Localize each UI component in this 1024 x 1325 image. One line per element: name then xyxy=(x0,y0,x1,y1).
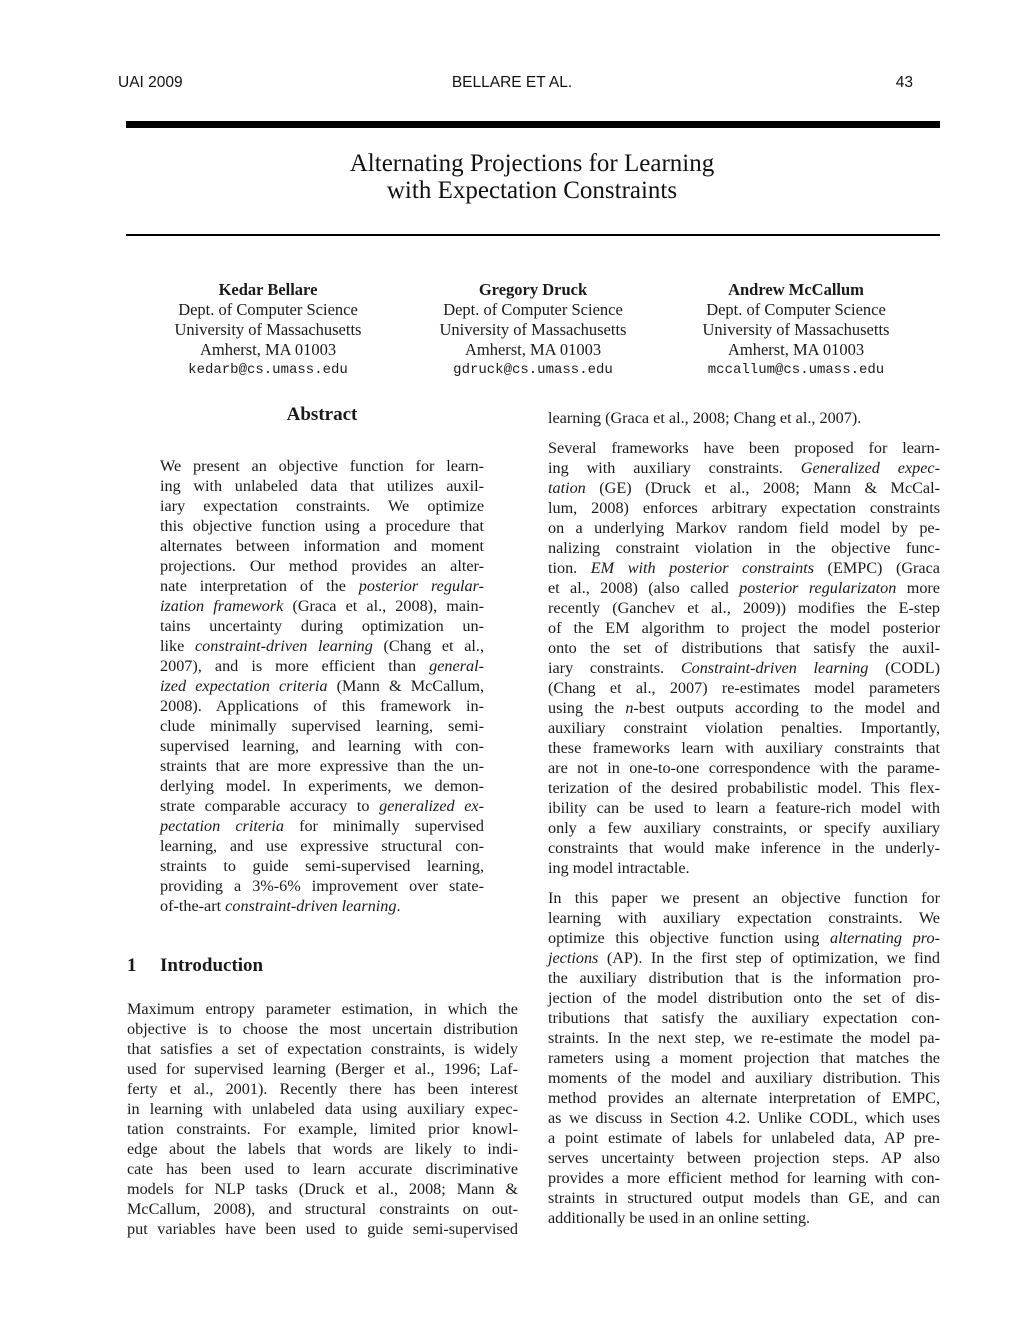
section-heading-introduction xyxy=(127,955,263,977)
text-line: tion. EM with posterior constraints (EMPC) (Graca xyxy=(548,559,940,577)
text-line: McCallum, 2008), and structural constraints on out- xyxy=(127,1200,518,1218)
section-number: 1 xyxy=(127,955,137,976)
text-line: cate has been used to learn accurate discriminative xyxy=(127,1160,518,1178)
author-2 xyxy=(383,280,683,380)
text-line: as we discuss in Section 4.2. Unlike CODL, which uses xyxy=(548,1109,940,1127)
text-line: auxiliary constraint violation penalties. Importantly, xyxy=(548,719,940,737)
text-line: iary constraints. Constraint-driven learning (CODL) xyxy=(548,659,940,677)
author-dept: Dept. of Computer Science xyxy=(706,300,886,319)
author-name: Andrew McCallum xyxy=(728,280,864,299)
text-line: Several frameworks have been proposed for learn- xyxy=(548,439,940,457)
text-line: ing with auxiliary constraints. Generalized expec- xyxy=(548,459,941,477)
title-rule-bottom xyxy=(126,234,940,236)
text-line: objective is to choose the most uncertain distribution xyxy=(127,1020,518,1038)
text-line: tains uncertainty during optimization un- xyxy=(160,617,484,635)
text-line: models for NLP tasks (Druck et al., 2008; Mann & xyxy=(127,1180,518,1198)
text-line: put variables have been used to guide semi-supervised xyxy=(127,1220,518,1238)
title-line-1: Alternating Projections for Learning xyxy=(349,150,715,177)
author-dept: Dept. of Computer Science xyxy=(178,300,358,319)
text-line: straints. In the next step, we re-estimate the model pa- xyxy=(548,1029,940,1047)
text-line: this objective function using a procedure that xyxy=(160,517,484,535)
text-line: tation (GE) (Druck et al., 2008; Mann & McCal- xyxy=(548,479,940,497)
text-line: alternates between information and moment xyxy=(160,537,484,555)
running-authors: BELLARE ET AL. xyxy=(451,74,573,91)
title-rule-top xyxy=(126,121,940,128)
text-line: a point estimate of labels for unlabeled data, AP pre- xyxy=(548,1129,940,1147)
text-line: tation constraints. For example, limited prior knowl- xyxy=(127,1120,518,1138)
paper-title xyxy=(0,150,1024,204)
page-number: 43 xyxy=(895,74,913,91)
text-line: straints to guide semi-supervised learning, xyxy=(160,857,484,875)
text-line: terization of the desired probabilistic model. This flex- xyxy=(548,779,940,797)
text-line: optimize this objective function using alternating pro- xyxy=(548,929,940,947)
text-line: on a underlying Markov random field model by pe- xyxy=(548,519,940,537)
author-email[interactable]: kedarb@cs.umass.edu xyxy=(188,362,348,378)
text-line: learning (Graca et al., 2008; Chang et al., 2007). xyxy=(548,409,862,427)
text-line: ing with unlabeled data that utilizes auxil- xyxy=(160,477,484,495)
text-line: iary expectation constraints. We optimize xyxy=(160,497,484,515)
text-line: lum, 2008) enforces arbitrary expectation constraints xyxy=(548,499,940,517)
text-line: 2007), and is more efficient than general- xyxy=(160,657,484,675)
text-line: are not in one-to-one correspondence with the parame- xyxy=(548,759,940,777)
text-line: ized expectation criteria (Mann & McCallum, xyxy=(160,677,484,695)
section-title: Introduction xyxy=(160,955,264,976)
text-line: tributions that satisfy the auxiliary expectation con- xyxy=(548,1009,940,1027)
text-line: et al., 2008) (also called posterior regularizaton more xyxy=(548,579,940,597)
abstract-heading: Abstract xyxy=(286,404,358,425)
author-name: Gregory Druck xyxy=(478,280,588,299)
text-line: ization framework (Graca et al., 2008), main- xyxy=(160,597,484,615)
text-line: of the EM algorithm to project the model posterior xyxy=(548,619,940,637)
text-line: (Chang et al., 2007) re-estimates model parameters xyxy=(548,679,940,697)
text-line: the auxiliary distribution that is the information pro- xyxy=(548,969,940,987)
text-line: ing model intractable. xyxy=(548,859,690,877)
author-email[interactable]: gdruck@cs.umass.edu xyxy=(453,362,613,378)
text-line: method provides an alternate interpretation of EMPC, xyxy=(548,1089,940,1107)
text-line: clude minimally supervised learning, semi- xyxy=(160,717,484,735)
text-line: straints that are more expressive than the un- xyxy=(160,757,484,775)
author-dept: Dept. of Computer Science xyxy=(443,300,623,319)
text-line: edge about the labels that words are likely to indi- xyxy=(127,1140,518,1158)
text-line: 2008). Applications of this framework in- xyxy=(160,697,484,715)
author-university: University of Massachusetts xyxy=(174,320,362,339)
text-line: in learning with unlabeled data using auxiliary expec- xyxy=(127,1100,518,1118)
text-line: moments of the model and auxiliary distribution. This xyxy=(548,1069,940,1087)
text-line: strate comparable accuracy to generalized ex- xyxy=(160,797,484,815)
text-line: jection of the model distribution onto the set of dis- xyxy=(548,989,940,1007)
text-line: We present an objective function for learn- xyxy=(160,457,484,475)
text-line: of-the-art constraint-driven learning. xyxy=(160,897,401,915)
text-line: nalizing constraint violation in the objective func- xyxy=(548,539,940,557)
text-line: ferty et al., 2001). Recently there has been interest xyxy=(127,1080,518,1098)
author-university: University of Massachusetts xyxy=(439,320,627,339)
author-address: Amherst, MA 01003 xyxy=(464,340,602,359)
text-line: recently (Ganchev et al., 2009)) modifies the E-step xyxy=(548,599,940,617)
author-name: Kedar Bellare xyxy=(218,280,318,299)
title-line-2: with Expectation Constraints xyxy=(386,177,678,204)
text-line: straints in structured output models than GE, and can xyxy=(548,1189,940,1207)
text-line: that satisfies a set of expectation constraints, is widely xyxy=(127,1040,518,1058)
text-line: nate interpretation of the posterior regular- xyxy=(160,577,485,595)
text-line: only a few auxiliary constraints, or specify auxiliary xyxy=(548,819,940,837)
text-line: constraints that would make inference in the underly- xyxy=(548,839,940,857)
author-3 xyxy=(646,280,946,380)
text-line: projections. Our method provides an alter- xyxy=(160,557,484,575)
author-address: Amherst, MA 01003 xyxy=(199,340,337,359)
author-address: Amherst, MA 01003 xyxy=(727,340,865,359)
author-university: University of Massachusetts xyxy=(702,320,890,339)
text-line: rameters using a moment projection that matches the xyxy=(548,1049,940,1067)
text-line: Maximum entropy parameter estimation, in which the xyxy=(127,1000,518,1018)
text-line: ibility can be used to learn a feature-rich model with xyxy=(548,799,940,817)
text-line: onto the set of distributions that satisfy the auxil- xyxy=(548,639,940,657)
text-line: In this paper we present an objective function for xyxy=(548,889,940,907)
text-line: provides a more efficient method for learning with con- xyxy=(548,1169,940,1187)
text-line: additionally be used in an online setting. xyxy=(548,1209,811,1227)
text-line: jections (AP). In the first step of optimization, we find xyxy=(548,949,940,967)
text-line: learning, and use expressive structural con- xyxy=(160,837,484,855)
text-line: like constraint-driven learning (Chang et al., xyxy=(160,637,484,655)
text-line: learning with auxiliary expectation constraints. We xyxy=(548,909,940,927)
author-email[interactable]: mccallum@cs.umass.edu xyxy=(707,362,885,378)
text-line: using the n-best outputs according to the model and xyxy=(548,699,940,717)
text-line: supervised learning, and learning with con- xyxy=(160,737,484,755)
text-line: serves uncertainty between projection steps. AP also xyxy=(548,1149,940,1167)
text-line: providing a 3%-6% improvement over state- xyxy=(160,877,484,895)
conference-label: UAI 2009 xyxy=(118,74,183,91)
text-line: pectation criteria for minimally supervised xyxy=(160,817,484,835)
text-line: derlying model. In experiments, we demon- xyxy=(160,777,484,795)
text-line: used for supervised learning (Berger et al., 1996; Laf- xyxy=(127,1060,518,1078)
text-line: these frameworks learn with auxiliary constraints that xyxy=(548,739,940,757)
author-1 xyxy=(118,280,418,380)
